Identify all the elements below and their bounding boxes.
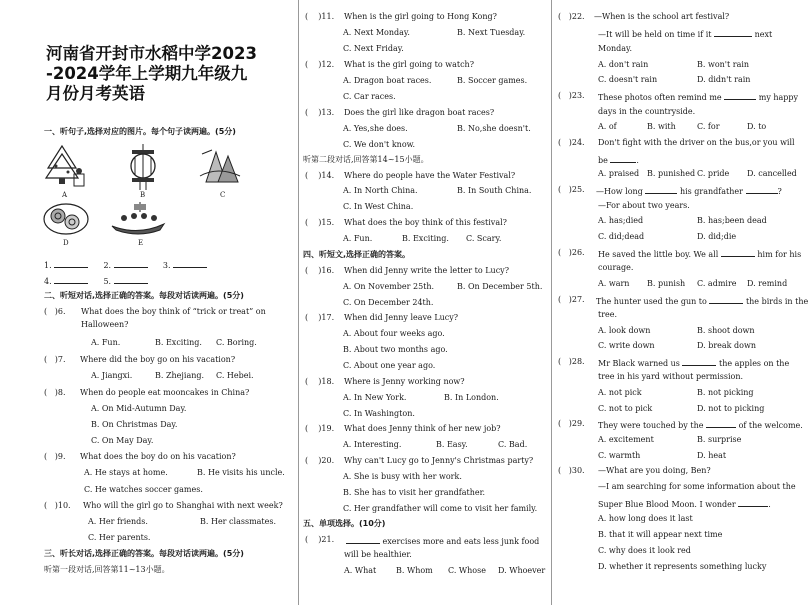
q28-option-c[interactable]: C. not to pick — [598, 404, 653, 413]
q14-number: ( )14. — [305, 171, 335, 180]
q21-stem-2: will be healthier. — [344, 550, 412, 559]
lantern-picture — [126, 144, 160, 190]
q22-option-b[interactable]: B. won't rain — [697, 60, 750, 69]
q25-option-b[interactable]: B. has;been dead — [697, 216, 767, 225]
q6-stem-2: Halloween? — [81, 320, 129, 329]
q26-stem-2: courage. — [598, 263, 634, 272]
q14-option-c[interactable]: C. In West China. — [343, 202, 414, 211]
q23-stem: These photos often remind me my happy — [598, 93, 799, 102]
q17-stem: When did Jenny leave Lucy? — [344, 313, 459, 322]
q20-stem: Why can't Lucy go to Jenny's Christmas party? — [344, 456, 534, 465]
q12-option-a[interactable]: A. Dragon boat races. — [343, 76, 432, 85]
q27-stem: The hunter used the gun to the birds in the — [596, 297, 809, 306]
q24-stem: Don't fight with the driver on the bus,or you will — [598, 138, 795, 147]
q23-number: ( )23. — [558, 91, 585, 100]
q8-number: ( )8. — [44, 388, 66, 397]
zongzi-picture — [198, 146, 242, 186]
q12-option-b[interactable]: B. Soccer games. — [457, 76, 528, 85]
q7-number: ( )7. — [44, 355, 66, 364]
q18-option-b[interactable]: B. In London. — [444, 393, 499, 402]
q22-line-2: —It will be held on time if it next — [598, 30, 773, 39]
column-2 — [300, 0, 552, 605]
q19-number: ( )19. — [305, 424, 335, 433]
q26-stem: He saved the little boy. We all him for his — [598, 250, 802, 259]
q25-option-d[interactable]: D. did;die — [697, 232, 737, 241]
q15-option-c[interactable]: C. Scary. — [466, 234, 502, 243]
q7-option-b[interactable]: B. Zhejiang. — [155, 371, 205, 380]
section-3-sub-2: 听第二段对话,回答第14~15小题。 — [303, 155, 429, 164]
picture-label-d: D — [63, 239, 69, 247]
q29-option-d[interactable]: D. heat — [697, 451, 727, 460]
picture-label-a: A — [62, 191, 68, 199]
q14-option-b[interactable]: B. In South China. — [457, 186, 532, 195]
q16-number: ( )16. — [305, 266, 335, 275]
q17-number: ( )17. — [305, 313, 335, 322]
q17-option-b[interactable]: B. About two months ago. — [343, 345, 448, 354]
q30-option-c[interactable]: C. why does it look red — [598, 546, 691, 555]
q10-option-b[interactable]: B. Her classmates. — [200, 517, 277, 526]
q30-option-d[interactable]: D. whether it represents something lucky — [598, 562, 767, 571]
q16-option-c[interactable]: C. On December 24th. — [343, 298, 434, 307]
q27-option-d[interactable]: D. break down — [697, 341, 756, 350]
q30-number: ( )30. — [558, 466, 585, 475]
q11-number: ( )11. — [305, 12, 335, 21]
q6-option-b[interactable]: B. Exciting. — [155, 338, 202, 347]
q23-stem-2: days in the countryside. — [598, 107, 696, 116]
q22-stem: —When is the school art festival? — [594, 12, 730, 21]
q28-option-d[interactable]: D. not to picking — [697, 404, 765, 413]
q24-number: ( )24. — [558, 138, 585, 147]
q10-number: ( )10. — [44, 501, 71, 510]
q24-option-d[interactable]: D. cancelled — [747, 169, 797, 178]
q9-option-c[interactable]: C. He watches soccer games. — [84, 485, 203, 494]
christmas-tree-picture — [44, 144, 86, 188]
q27-option-b[interactable]: B. shoot down — [697, 326, 755, 335]
q18-option-c[interactable]: C. In Washington. — [343, 409, 415, 418]
q23-option-d[interactable]: D. to — [747, 122, 767, 131]
q6-number: ( )6. — [44, 307, 66, 316]
q28-stem-2: tree in his yard without permission. — [598, 372, 744, 381]
column-1 — [0, 0, 300, 605]
q17-option-a[interactable]: A. About four weeks ago. — [343, 329, 445, 338]
q9-stem: What does the boy do on his vacation? — [80, 452, 236, 461]
q27-option-c[interactable]: C. write down — [598, 341, 655, 350]
q12-stem: What is the girl going to watch? — [344, 60, 474, 69]
q9-option-a[interactable]: A. He stays at home. — [84, 468, 168, 477]
dragon-boat-picture — [110, 200, 166, 236]
q16-option-a[interactable]: A. On November 25th. — [343, 282, 435, 291]
column-3 — [552, 0, 809, 605]
q19-option-a[interactable]: A. Interesting. — [343, 440, 402, 449]
q6-option-a[interactable]: A. Fun. — [91, 338, 121, 347]
q20-option-c[interactable]: C. Her grandfather will come to visit her family. — [343, 504, 538, 513]
q10-stem: Who will the girl go to Shanghai with next week? — [83, 501, 283, 510]
q13-number: ( )13. — [305, 108, 335, 117]
q28-option-b[interactable]: B. not picking — [697, 388, 754, 397]
q25-number: ( )25. — [558, 185, 585, 194]
q8-stem: When do people eat mooncakes in China? — [80, 388, 250, 397]
q27-number: ( )27. — [558, 295, 585, 304]
q20-option-b[interactable]: B. She has to visit her grandfather. — [343, 488, 486, 497]
title-line-2: -2024学年上学期九年级九 — [46, 64, 248, 83]
q11-stem: When is the girl going to Hong Kong? — [344, 12, 497, 21]
section-3-sub-1: 听第一段对话,回答第11~13小题。 — [44, 565, 170, 574]
q26-option-b[interactable]: B. punish — [647, 279, 686, 288]
q6-stem: What does the boy think of “trick or treat” on — [81, 307, 266, 316]
section-3-heading: 三、听长对话,选择正确的答案。每段对话读两遍。(5分) — [44, 549, 244, 558]
column-divider-1 — [298, 0, 299, 605]
q13-option-b[interactable]: B. No,she doesn't. — [457, 124, 531, 133]
picture-label-c: C — [220, 191, 226, 199]
q28-stem: Mr Black warned us the apples on the — [598, 359, 790, 368]
q15-number: ( )15. — [305, 218, 335, 227]
title-line-1: 河南省开封市水稻中学2023 — [46, 44, 257, 63]
q26-number: ( )26. — [558, 248, 585, 257]
section-5-heading: 五、单项选择。(10分) — [303, 519, 386, 528]
q17-option-c[interactable]: C. About one year ago. — [343, 361, 436, 370]
q26-option-c[interactable]: C. admire — [697, 279, 737, 288]
q29-number: ( )29. — [558, 419, 585, 428]
section-1-heading: 一、听句子,选择对应的图片。每个句子读两遍。(5分) — [44, 127, 236, 136]
q13-stem: Does the girl like dragon boat races? — [344, 108, 495, 117]
q19-stem: What does Jenny think of her new job? — [344, 424, 501, 433]
q30-option-b[interactable]: B. that it will appear next time — [598, 530, 723, 539]
q21-option-d[interactable]: D. Whoever — [498, 566, 546, 575]
q26-option-a[interactable]: A. warn — [598, 279, 630, 288]
q8-option-c[interactable]: C. On May Day. — [91, 436, 154, 445]
q29-stem: They were touched by the of the welcome. — [598, 421, 803, 430]
q8-option-b[interactable]: B. On Christmas Day. — [91, 420, 178, 429]
q23-option-a[interactable]: A. of — [598, 122, 617, 131]
q6-option-c[interactable]: C. Boring. — [216, 338, 257, 347]
q7-option-c[interactable]: C. Hebei. — [216, 371, 254, 380]
q21-number: ( )21. — [305, 535, 335, 544]
q12-option-c[interactable]: C. Car races. — [343, 92, 396, 101]
mooncake-picture — [42, 202, 90, 236]
q27-option-a[interactable]: A. look down — [598, 326, 651, 335]
q13-option-a[interactable]: A. Yes,she does. — [343, 124, 408, 133]
q25-stem-2: —For about two years. — [598, 201, 690, 210]
q8-option-a[interactable]: A. On Mid-Autumn Day. — [91, 404, 187, 413]
title-line-3: 月份月考英语 — [46, 84, 145, 103]
q19-option-b[interactable]: B. Easy. — [436, 440, 468, 449]
q16-option-b[interactable]: B. On December 5th. — [457, 282, 543, 291]
q9-number: ( )9. — [44, 452, 66, 461]
q20-option-a[interactable]: A. She is busy with her work. — [343, 472, 462, 481]
q24-option-c[interactable]: C. pride — [697, 169, 730, 178]
q24-option-b[interactable]: B. punished — [647, 169, 696, 178]
q29-option-a[interactable]: A. excitement — [598, 435, 654, 444]
q14-stem: Where do people have the Water Festival? — [344, 171, 516, 180]
q28-number: ( )28. — [558, 357, 585, 366]
q10-option-a[interactable]: A. Her friends. — [88, 517, 148, 526]
q16-stem: When did Jenny write the letter to Lucy? — [344, 266, 509, 275]
q22-option-d[interactable]: D. didn't rain — [697, 75, 751, 84]
q25-option-c[interactable]: C. did;dead — [598, 232, 645, 241]
q30-line-2: —I am searching for some information about the — [598, 482, 796, 491]
q27-stem-2: tree. — [598, 310, 618, 319]
q9-option-b[interactable]: B. He visits his uncle. — [197, 468, 285, 477]
q20-number: ( )20. — [305, 456, 335, 465]
q26-option-d[interactable]: D. remind — [747, 279, 788, 288]
q30-option-a[interactable]: A. how long does it last — [598, 514, 693, 523]
q12-number: ( )12. — [305, 60, 335, 69]
q7-stem: Where did the boy go on his vacation? — [80, 355, 236, 364]
q15-option-a[interactable]: A. Fun. — [343, 234, 373, 243]
q22-number: ( )22. — [558, 12, 585, 21]
section-4-heading: 四、听短文,选择正确的答案。 — [303, 250, 411, 259]
q24-option-a[interactable]: A. praised — [598, 169, 640, 178]
q22-line-3: Monday. — [598, 44, 633, 53]
picture-label-b: B — [140, 191, 146, 199]
q10-option-c[interactable]: C. Her parents. — [88, 533, 151, 542]
answer-row-2: 4. 5. — [44, 275, 148, 287]
q21-stem: exercises more and eats less junk food — [346, 535, 539, 547]
q7-option-a[interactable]: A. Jiangxi. — [91, 371, 133, 380]
q15-option-b[interactable]: B. Exciting. — [402, 234, 449, 243]
q19-option-c[interactable]: C. Bad. — [498, 440, 528, 449]
section-2-heading: 二、听短对话,选择正确的答案。每段对话读两遍。(5分) — [44, 291, 244, 300]
q29-option-c[interactable]: C. warmth — [598, 451, 641, 460]
q18-stem: Where is Jenny working now? — [344, 377, 465, 386]
q30-stem: —What are you doing, Ben? — [598, 466, 711, 475]
q18-option-a[interactable]: A. In New York. — [343, 393, 407, 402]
q14-option-a[interactable]: A. In North China. — [343, 186, 418, 195]
q25-stem: —How long his grandfather ? — [596, 187, 782, 196]
q13-option-c[interactable]: C. We don't know. — [343, 140, 416, 149]
q21-option-a[interactable]: A. What — [344, 566, 377, 575]
q21-option-b[interactable]: B. Whom — [396, 566, 433, 575]
q30-line-3: Super Blue Blood Moon. I wonder . — [598, 500, 771, 509]
q11-option-a[interactable]: A. Next Monday. — [343, 28, 410, 37]
q18-number: ( )18. — [305, 377, 335, 386]
q25-option-a[interactable]: A. has;died — [598, 216, 644, 225]
q22-option-a[interactable]: A. don't rain — [598, 60, 649, 69]
picture-label-e: E — [138, 239, 144, 247]
q24-stem-2: be . — [598, 156, 639, 165]
q21-option-c[interactable]: C. Whose — [448, 566, 486, 575]
q23-option-b[interactable]: B. with — [647, 122, 676, 131]
q15-stem: What does the boy think of this festival? — [344, 218, 507, 227]
q22-option-c[interactable]: C. doesn't rain — [598, 75, 658, 84]
q23-option-c[interactable]: C. for — [697, 122, 720, 131]
q11-option-b[interactable]: B. Next Tuesday. — [457, 28, 526, 37]
answer-row-1: 1. 2. 3. — [44, 259, 207, 271]
q28-option-a[interactable]: A. not pick — [598, 388, 642, 397]
q29-option-b[interactable]: B. surprise — [697, 435, 742, 444]
q11-option-c[interactable]: C. Next Friday. — [343, 44, 404, 53]
